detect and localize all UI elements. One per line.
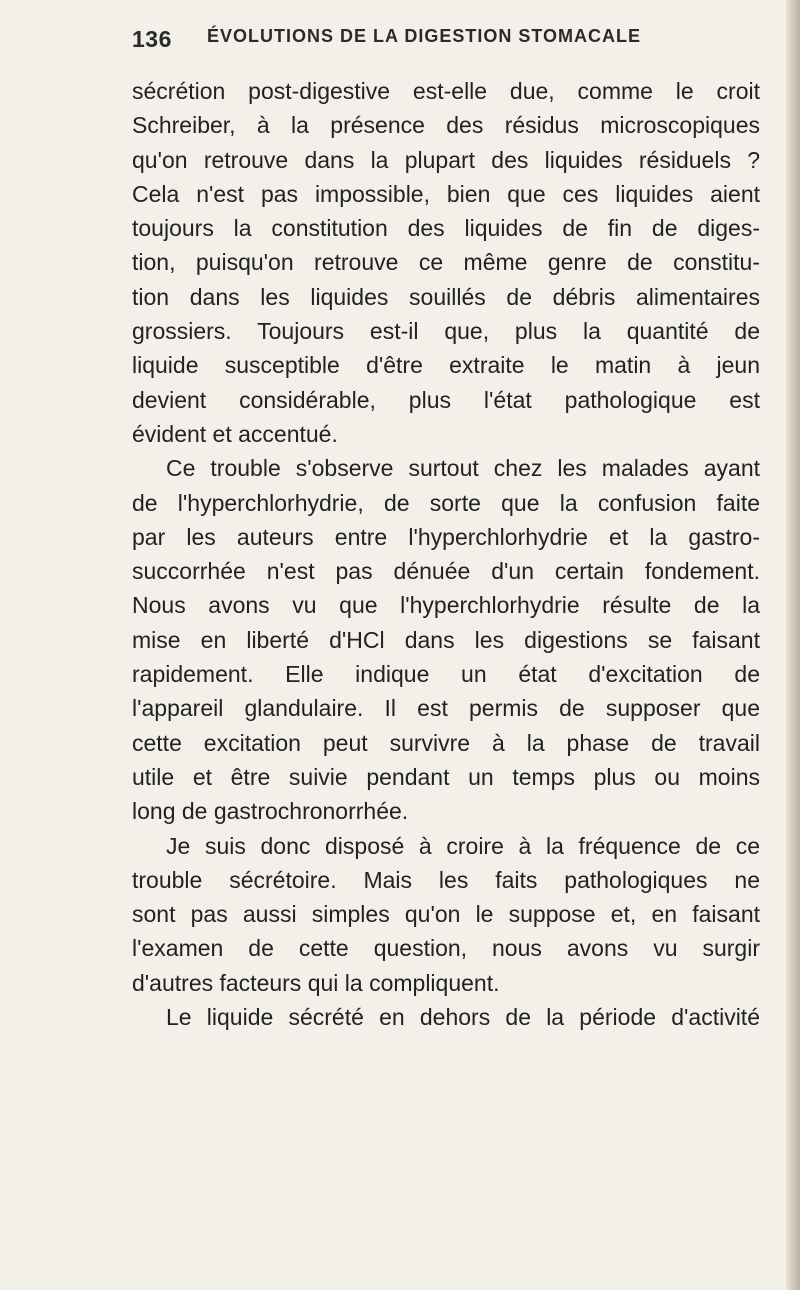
page-header: [132, 26, 752, 60]
text-line: trouble sécrétoire. Mais les faits pathologiques ne: [132, 866, 760, 893]
text-line: Nous avons vu que l'hyperchlorhydrie résulte de la: [132, 592, 760, 619]
text-line: liquide susceptible d'être extraite le matin à jeun: [132, 352, 760, 379]
text-line: rapidement. Elle indique un état d'excitation de: [132, 661, 760, 688]
running-title: ÉVOLUTIONS DE LA DIGESTION STOMACALE: [207, 26, 642, 46]
text-line: utile et être suivie pendant un temps plus ou moins: [132, 763, 760, 790]
text-line-paragraph-end: long de gastrochronorrhée.: [132, 798, 409, 825]
text-line: cette excitation peut survivre à la phase de travail: [132, 729, 760, 756]
text-line: mise en liberté d'HCl dans les digestions se faisant: [132, 626, 760, 653]
text-line: succorrhée n'est pas dénuée d'un certain fondement.: [132, 558, 760, 585]
text-line: par les auteurs entre l'hyperchlorhydrie et la gastro-: [132, 523, 760, 550]
text-line-paragraph-start: Ce trouble s'observe surtout chez les malades ayant: [166, 455, 760, 482]
text-line-paragraph-start: Je suis donc disposé à croire à la fréquence de ce: [166, 832, 760, 859]
text-line: Schreiber, à la présence des résidus microscopiques: [132, 112, 760, 139]
text-line: tion, puisqu'on retrouve ce même genre de constitu-: [132, 249, 760, 276]
page-number: 136: [132, 26, 172, 52]
body-text: [132, 74, 760, 1034]
text-line: tion dans les liquides souillés de débris alimentaires: [132, 283, 760, 310]
text-line-paragraph-end: d'autres facteurs qui la compliquent.: [132, 969, 500, 996]
text-line: grossiers. Toujours est-il que, plus la quantité de: [132, 318, 760, 345]
text-line: de l'hyperchlorhydrie, de sorte que la confusion faite: [132, 489, 760, 516]
text-line: toujours la constitution des liquides de fin de diges-: [132, 215, 760, 242]
text-line: l'examen de cette question, nous avons vu surgir: [132, 935, 760, 962]
text-line-paragraph-start: Le liquide sécrété en dehors de la période d'activité: [166, 1004, 760, 1031]
page-edge-shadow: [786, 0, 800, 1290]
text-line: qu'on retrouve dans la plupart des liquides résiduels ?: [132, 146, 760, 173]
text-line: devient considérable, plus l'état pathologique est: [132, 386, 760, 413]
text-line: l'appareil glandulaire. Il est permis de supposer que: [132, 695, 760, 722]
text-line: sécrétion post-digestive est-elle due, comme le croit: [132, 78, 760, 104]
text-line: sont pas aussi simples qu'on le suppose et, en faisant: [132, 901, 760, 928]
text-line-paragraph-end: évident et accentué.: [132, 420, 338, 447]
text-line: Cela n'est pas impossible, bien que ces liquides aient: [132, 180, 760, 207]
